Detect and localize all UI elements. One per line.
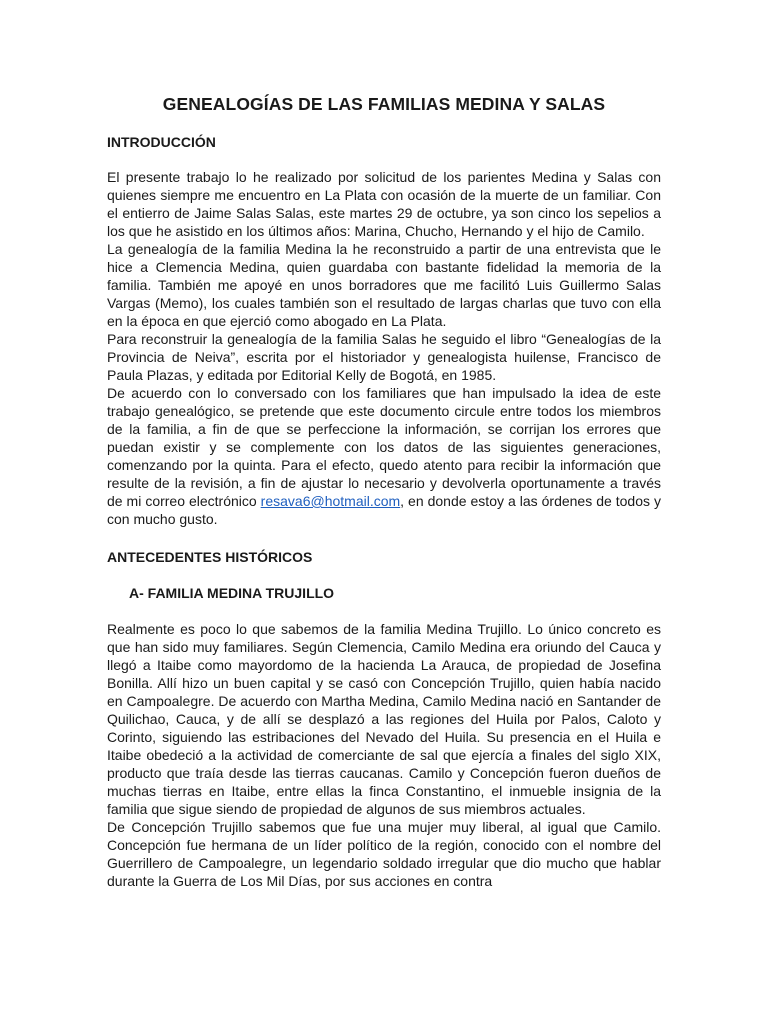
intro-paragraph-1: El presente trabajo lo he realizado por solicitud de los parientes Medina y Salas con quienes siempre me encuentro en La Plata con ocasión de la muerte de un familiar. Con el entierro de Jaime Salas Salas, este martes 29 de octubre, ya son cinco los sepelios a los que he asistido en los últimos años: Marina, Chucho, Hernando y el hijo de Camilo. (107, 169, 661, 239)
intro-paragraph-4 (107, 384, 661, 528)
intro-section (107, 168, 661, 528)
section-a-paragraph-2: De Concepción Trujillo sabemos que fue una mujer muy liberal, al igual que Camilo. Concepción fue hermana de un líder político de la región, conocido con el nombre del Guerrillero de Campoalegre, un legendario soldado irregular que dio mucho que hablar durante la Guerra de Los Mil Días, por sus acciones en contra (107, 819, 661, 889)
section-a-body (107, 620, 661, 890)
email-link[interactable]: resava6@hotmail.com (260, 493, 401, 509)
document-title: GENEALOGÍAS DE LAS FAMILIAS MEDINA Y SALAS (162, 94, 606, 114)
intro-paragraph-2: La genealogía de la familia Medina la he reconstruido a partir de una entrevista que le hice a Clemencia Medina, quien guardaba con bastante fidelidad la memoria de la familia. También me apoyé en unos borradores que me facilitó Luis Guillermo Salas Vargas (Memo), los cuales también son el resultado de largas charlas que tuvo con ella en la época en que ejerció como abogado en La Plata. (107, 241, 661, 329)
intro-paragraph-4-text: De acuerdo con lo conversado con los familiares que han impulsado la idea de este trabajo genealógico, se pretende que este documento circule entre todos los miembros de la familia, a fin de que se perfeccione la información, se corrijan los errores que puedan existir y se complemente con los datos de las siguientes generaciones, comenzando por la quinta. Para el efecto, quedo atento para recibir la información que resulte de la revisión, a fin de ajustar lo necesario y devolverla oportunamente a través de mi correo electrónico (107, 385, 661, 509)
section-a-paragraph-1: Realmente es poco lo que sabemos de la familia Medina Trujillo. Lo único concreto es que han sido muy familiares. Según Clemencia, Camilo Medina era oriundo del Cauca y llegó a Itaibe como mayordomo de la hacienda La Arauca, de propiedad de Josefina Bonilla. Allí hizo un buen capital y se casó con Concepción Trujillo, quien había nacido en Campoalegre. De acuerdo con Martha Medina, Camilo Medina nació en Santander de Quilichao, Cauca, y de allí se desplazó a las regiones del Huila por Palos, Caloto y Corinto, siguiendo las estribaciones del Nevado del Huila. Su presencia en el Huila e Itaibe obedeció a la actividad de comerciante de sal que ejercía a finales del siglo XIX, producto que traía desde las tierras caucanas. Camilo y Concepción fueron dueños de muchas tierras en Itaibe, entre ellas la finca Constantino, el inmueble insignia de la familia que sigue siendo de propiedad de algunos de sus miembros actuales. (107, 621, 661, 817)
intro-heading: INTRODUCCIÓN (107, 134, 216, 150)
section-a-heading: A- FAMILIA MEDINA TRUJILLO (129, 585, 335, 601)
intro-paragraph-4-tail: , en donde estoy a las órdenes de todos y con mucho gusto. (107, 493, 661, 527)
antecedentes-heading: ANTECEDENTES HISTÓRICOS (107, 549, 313, 565)
intro-paragraph-3: Para reconstruir la genealogía de la familia Salas he seguido el libro “Genealogías de la Provincia de Neiva”, escrita por el historiador y genealogista huilense, Francisco de Paula Plazas, y editada por Editorial Kelly de Bogotá, en 1985. (107, 331, 661, 383)
